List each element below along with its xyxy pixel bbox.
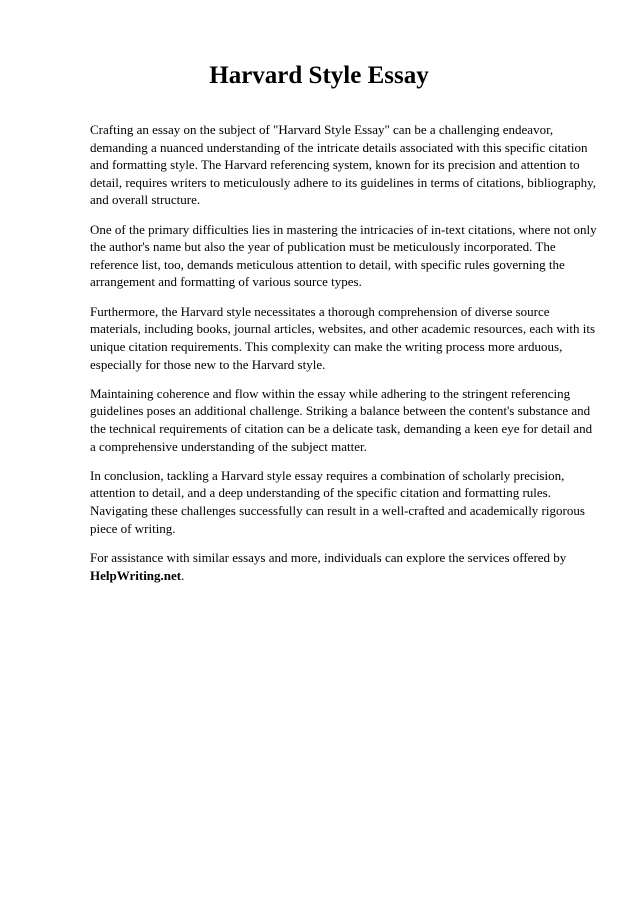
paragraph-3: Furthermore, the Harvard style necessitates a thorough comprehension of diverse source materials, including books, journal articles, websites, and other academic resources, each with its unique citation requirements. This complexity can make the writing process more arduous, especially for those new to the Harvard style. [90,303,596,372]
document-body [90,121,600,596]
paragraph-5: In conclusion, tackling a Harvard style essay requires a combination of scholarly precision, attention to detail, and a deep understanding of the specific citation and formatting rules. Navigating these challenges successfully can result in a well-crafted and academically rigorous piece of writing. [90,467,585,536]
closing-paragraph [90,549,600,584]
document-title: Harvard Style Essay [209,62,429,89]
paragraph-2: One of the primary difficulties lies in mastering the intricacies of in-text citations, where not only the author's name but also the year of publication must be meticulously incorporated. The reference list, too, demands meticulous attention to detail, with specific rules governing the arrangement and formatting of various source types. [90,221,597,290]
closing-text: For assistance with similar essays and more, individuals can explore the services offered by [90,549,567,565]
closing-period: . [181,567,185,583]
helpwriting-link[interactable]: HelpWriting.net [90,567,182,583]
paragraph-1: Crafting an essay on the subject of "Harvard Style Essay" can be a challenging endeavor, demanding a nuanced understanding of the intricate details associated with this specific citation and formatting style. The Harvard referencing system, known for its precision and attention to detail, requires writers to meticulously adhere to its guidelines in terms of citations, bibliography, and overall structure. [90,122,597,208]
paragraph-4: Maintaining coherence and flow within the essay while adhering to the stringent referencing guidelines poses an additional challenge. Striking a balance between the content's substance and the technical requirements of citation can be a delicate task, demanding a keen eye for detail and a comprehensive understanding of the subject matter. [90,385,593,454]
